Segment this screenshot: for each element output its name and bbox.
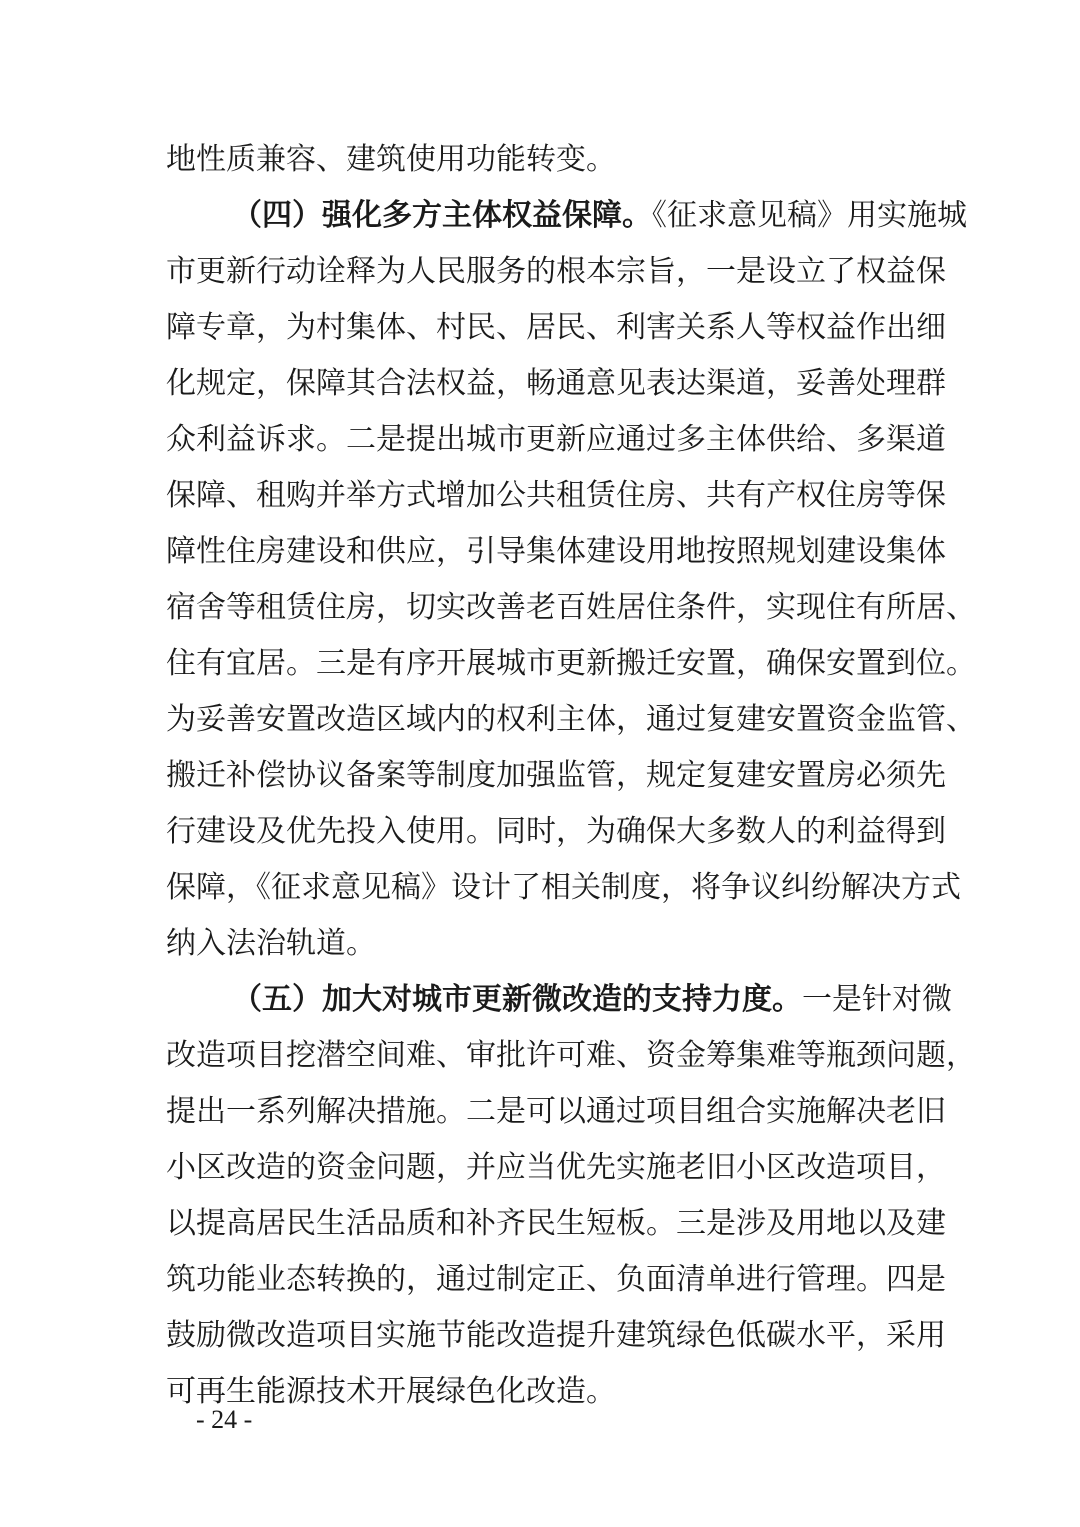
section-heading-5: （五）加大对城市更新微改造的支持力度。: [232, 982, 802, 1017]
text-line: 障性住房建设和供应，引导集体建设用地按照规划建设集体: [166, 534, 946, 569]
page-number: - 24 -: [196, 1405, 253, 1434]
text-line: 保障，《征求意见稿》设计了相关制度，将争议纠纷解决方式: [166, 870, 961, 905]
text-line: 纳入法治轨道。: [166, 926, 376, 961]
text-line: 提出一系列解决措施。二是可以通过项目组合实施解决老旧: [166, 1094, 946, 1129]
text-line: 小区改造的资金问题，并应当优先实施老旧小区改造项目，: [166, 1150, 946, 1185]
text-line: 众利益诉求。二是提出城市更新应通过多主体供给、多渠道: [166, 422, 946, 457]
text-line: 为妥善安置改造区域内的权利主体，通过复建安置资金监管、: [166, 702, 976, 737]
paragraph-5-first-line: [232, 980, 952, 1020]
text-line: 保障、租购并举方式增加公共租赁住房、共有产权住房等保: [166, 478, 946, 513]
text-line: 市更新行动诠释为人民服务的根本宗旨，一是设立了权益保: [166, 254, 946, 289]
text-span: 一是针对微: [802, 982, 952, 1017]
text-line: 化规定，保障其合法权益，畅通意见表达渠道，妥善处理群: [166, 366, 946, 401]
text-line: 以提高居民生活品质和补齐民生短板。三是涉及用地以及建: [166, 1206, 946, 1241]
text-line: 行建设及优先投入使用。同时，为确保大多数人的利益得到: [166, 814, 946, 849]
text-line: 障专章，为村集体、村民、居民、利害关系人等权益作出细: [166, 310, 946, 345]
text-line: 改造项目挖潜空间难、审批许可难、资金筹集难等瓶颈问题，: [166, 1038, 976, 1073]
paragraph-4-first-line: [232, 196, 967, 236]
text-line: 筑功能业态转换的，通过制定正、负面清单进行管理。四是: [166, 1262, 946, 1297]
text-line: 地性质兼容、建筑使用功能转变。: [166, 142, 616, 177]
text-line: 鼓励微改造项目实施节能改造提升建筑绿色低碳水平，采用: [166, 1318, 946, 1353]
text-line: 可再生能源技术开展绿色化改造。: [166, 1374, 616, 1409]
text-span: 《征求意见稿》用实施城: [652, 198, 967, 233]
text-line: 住有宜居。三是有序开展城市更新搬迁安置，确保安置到位。: [166, 646, 976, 681]
text-line: 宿舍等租赁住房，切实改善老百姓居住条件，实现住有所居、: [166, 590, 976, 625]
section-heading-4: （四）强化多方主体权益保障。: [232, 198, 652, 233]
text-line: 搬迁补偿协议备案等制度加强监管，规定复建安置房必须先: [166, 758, 946, 793]
